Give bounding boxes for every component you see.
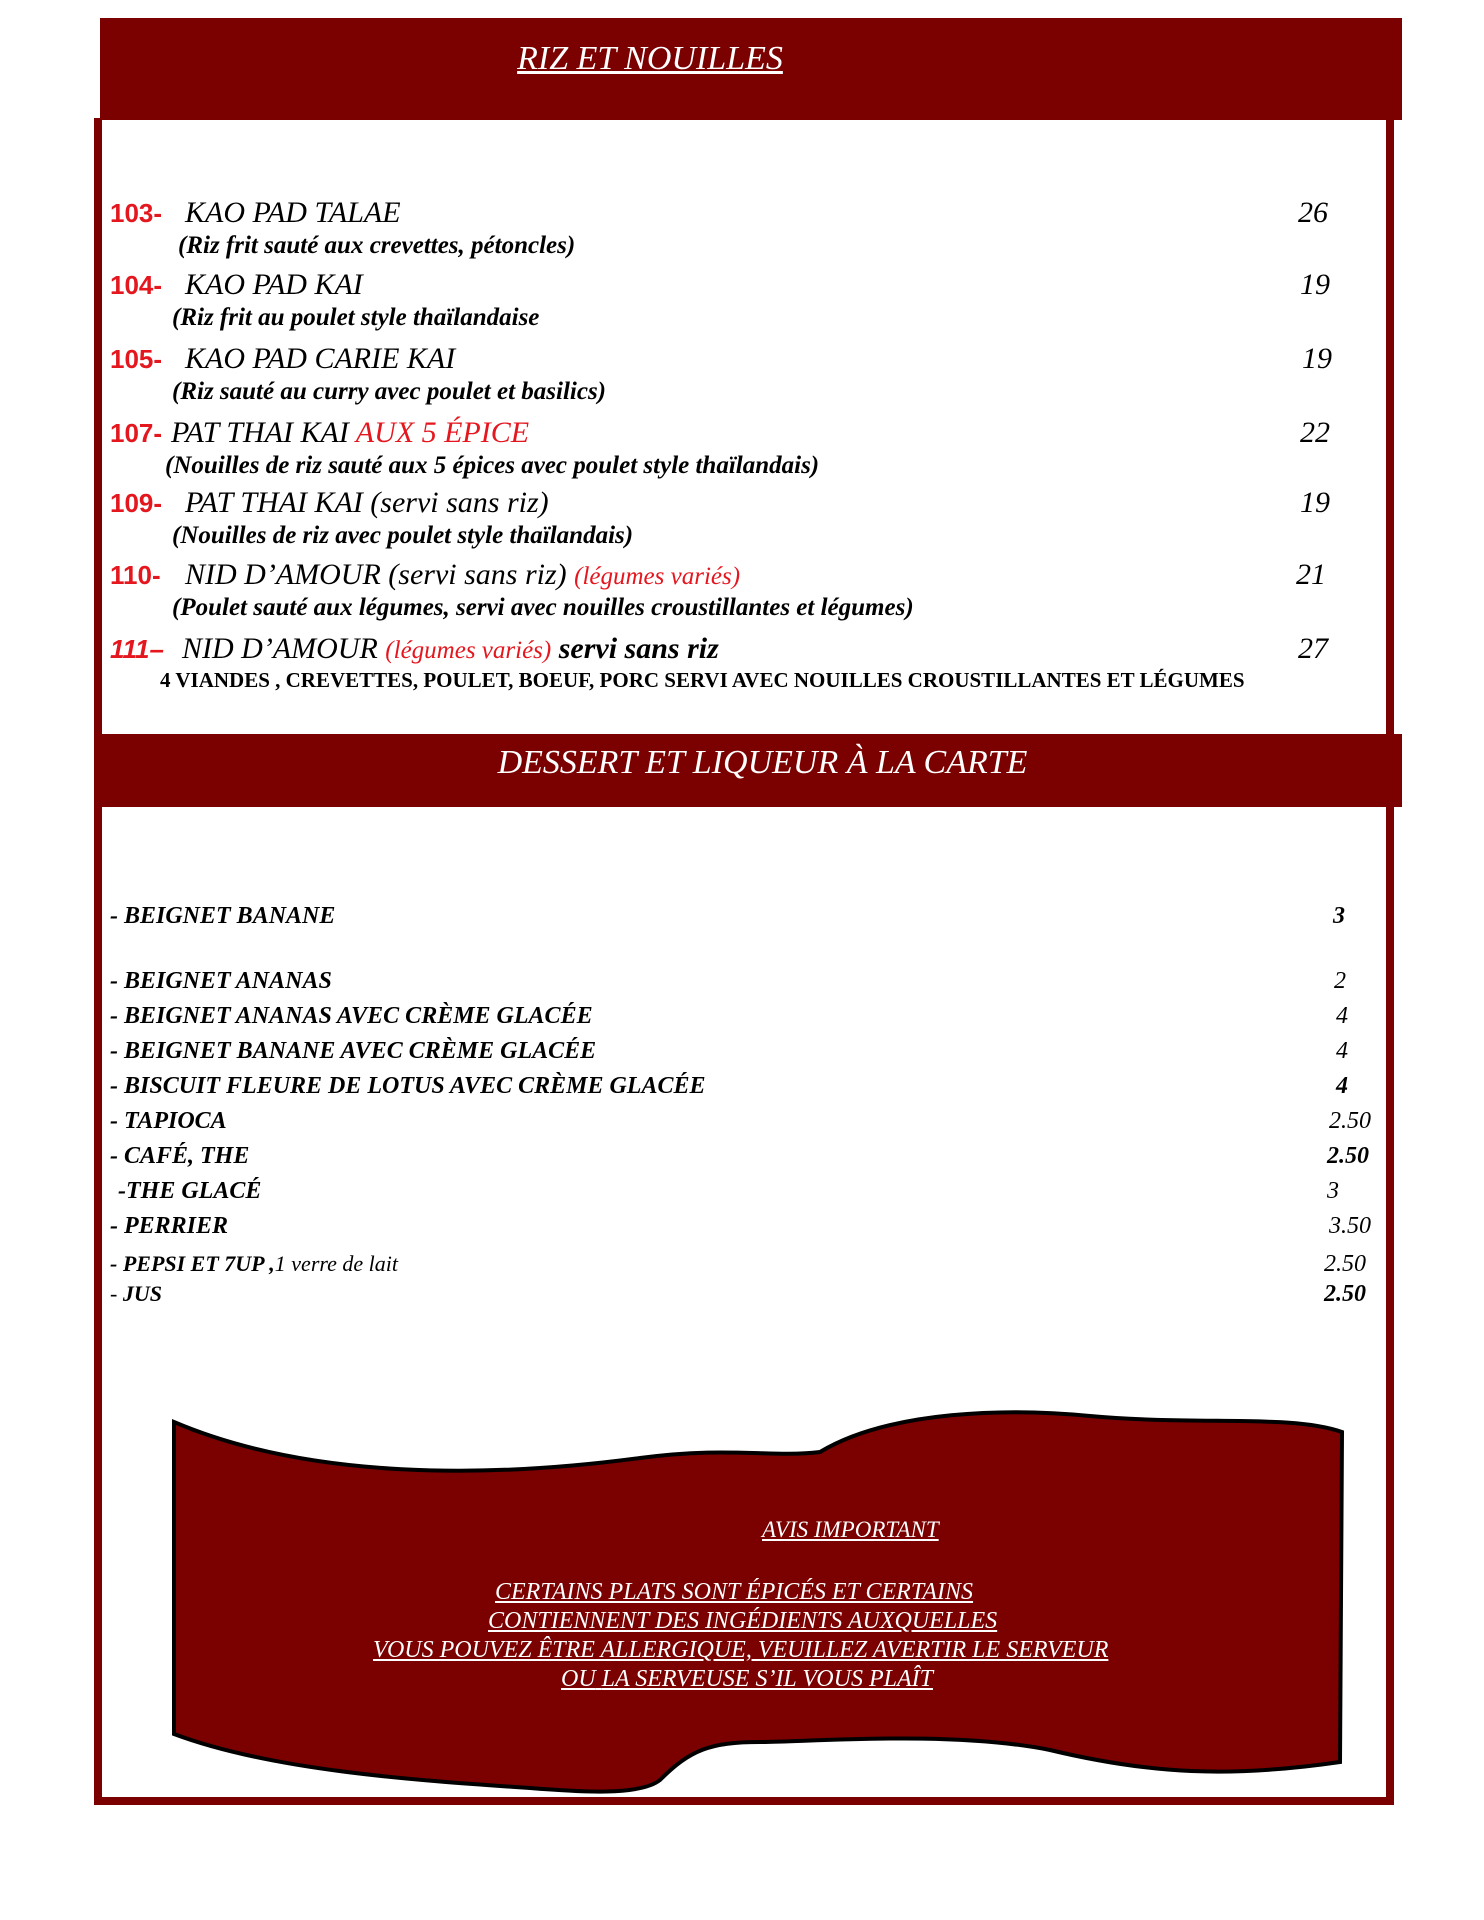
dessert-section-title: DESSERT ET LIQUEUR À LA CARTE	[497, 744, 1028, 781]
notice-line-2: CONTIENNENT DES INGÉDIENTS AUXQUELLES	[488, 1608, 998, 1634]
item-number: 111–	[110, 634, 164, 664]
item-name	[182, 632, 719, 666]
item-description: (Poulet sauté aux légumes, servi avec nouilles croustillantes et légumes)	[172, 594, 914, 621]
item-price: 19	[1300, 268, 1330, 301]
dessert-item: - TAPIOCA	[110, 1108, 227, 1134]
item-number: 104-	[110, 270, 163, 300]
dessert-price: 2.50	[1324, 1281, 1366, 1307]
item-number: 107-	[110, 418, 163, 448]
dessert-item: - BEIGNET ANANAS	[110, 968, 332, 994]
riz-header-band	[100, 18, 1402, 120]
item-name: PAT THAI KAI (servi sans riz)	[185, 486, 549, 519]
item-name-accent: AUX 5 ÉPICE	[355, 416, 530, 449]
item-price: 19	[1302, 342, 1332, 375]
notice-line-3: VOUS POUVEZ ÊTRE ALLERGIQUE, VEUILLEZ AVERTIR LE SERVEUR	[373, 1637, 1109, 1663]
item-number: 105-	[110, 344, 163, 374]
dessert-price: 2	[1334, 968, 1346, 994]
item-name	[185, 558, 740, 592]
item-name: KAO PAD TALAE	[185, 196, 401, 229]
notice-line-4	[561, 1666, 933, 1693]
dessert-item-main: JUS	[122, 1281, 162, 1306]
item-name-accent: (légumes variés)	[385, 637, 552, 664]
item-description: (Nouilles de riz avec poulet style thaïlandais)	[172, 522, 634, 549]
dessert-header-band	[100, 734, 1402, 807]
dessert-price: 4	[1336, 1038, 1348, 1064]
dessert-item: - BISCUIT FLEURE DE LOTUS AVEC CRÈME GLACÉE	[110, 1073, 706, 1099]
item-name-accent: (légumes variés)	[574, 563, 741, 590]
dessert-price: 3	[1333, 903, 1345, 929]
item-description: (Riz frit sauté aux crevettes, pétoncles)	[178, 232, 576, 259]
item-price: 27	[1298, 632, 1328, 665]
dessert-item-extra: 1 verre de lait	[274, 1251, 398, 1276]
dessert-item: - BEIGNET BANANE	[110, 903, 336, 929]
item-number: 110-	[110, 560, 161, 590]
item-name-main: NID D’AMOUR (servi sans riz)	[185, 558, 567, 591]
dessert-item: - BEIGNET BANANE AVEC CRÈME GLACÉE	[110, 1038, 597, 1064]
notice-line-4-ou: OU	[561, 1666, 596, 1692]
dessert-item	[110, 1281, 162, 1307]
notice-line-1: CERTAINS PLATS SONT ÉPICÉS ET CERTAINS	[495, 1579, 974, 1605]
item-name: KAO PAD CARIE KAI	[185, 342, 456, 375]
notice-title: AVIS IMPORTANT	[762, 1517, 939, 1542]
item-price: 26	[1298, 196, 1328, 229]
dessert-price: 4	[1336, 1073, 1348, 1099]
dessert-price: 3.50	[1329, 1213, 1371, 1239]
item-name-main: NID D’AMOUR	[182, 632, 378, 665]
riz-section-title: RIZ ET NOUILLES	[517, 40, 783, 77]
dessert-price: 4	[1336, 1003, 1348, 1029]
dessert-price: 2.50	[1327, 1143, 1369, 1169]
item-price: 22	[1300, 416, 1330, 449]
item-name	[171, 416, 529, 450]
item-number: 109-	[110, 488, 163, 518]
item-number: 103-	[110, 198, 163, 228]
item-description: 4 VIANDES , CREVETTES, POULET, BOEUF, PORC SERVI AVEC NOUILLES CROUSTILLANTES ET LÉGUMES	[160, 668, 1245, 692]
item-price: 21	[1296, 558, 1326, 591]
item-name: KAO PAD KAI	[185, 268, 363, 301]
item-description: (Riz frit au poulet style thaïlandaise	[172, 304, 540, 331]
dessert-item-prefix: -	[110, 1281, 123, 1306]
item-description: (Riz sauté au curry avec poulet et basilics)	[172, 378, 606, 405]
dessert-price: 2.50	[1324, 1251, 1366, 1277]
item-price: 19	[1300, 486, 1330, 519]
dessert-price: 3	[1327, 1178, 1339, 1204]
frame-right	[1386, 118, 1394, 1805]
dessert-item: - CAFÉ, THE	[110, 1143, 250, 1169]
notice-line-4-rest: LA SERVEUSE S’IL VOUS PLAÎT	[601, 1666, 933, 1692]
notice-banner	[170, 1400, 1360, 1800]
frame-left	[94, 118, 102, 1805]
item-description: (Nouilles de riz sauté aux 5 épices avec poulet style thaïlandais)	[165, 452, 820, 479]
dessert-item: -THE GLACÉ	[118, 1178, 262, 1204]
dessert-item	[110, 1251, 398, 1277]
dessert-item: - PERRIER	[110, 1213, 229, 1239]
dessert-price: 2.50	[1329, 1108, 1371, 1134]
item-name-main: PAT THAI KAI	[171, 416, 349, 449]
item-name-suffix: servi sans riz	[558, 632, 719, 665]
dessert-item: - BEIGNET ANANAS AVEC CRÈME GLACÉE	[110, 1003, 593, 1029]
dessert-item-main: - PEPSI ET 7UP ,	[110, 1251, 275, 1276]
